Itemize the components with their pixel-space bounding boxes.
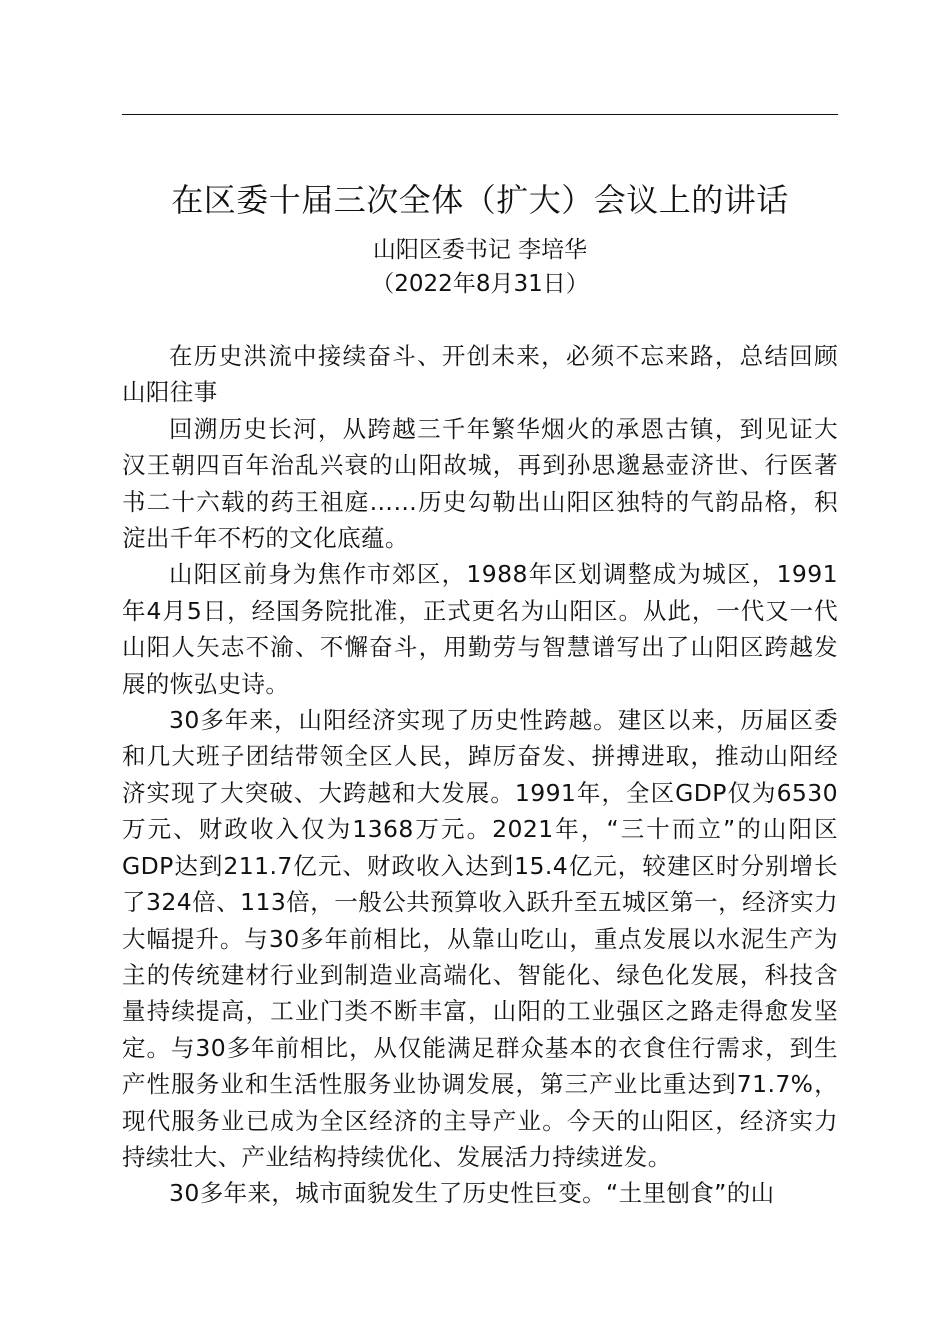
paragraph: 山阳区前身为焦作市郊区，1988年区划调整成为城区，1991年4月5日，经国务院批准，正式更名为山阳区。从此，一代又一代山阳人矢志不渝、不懈奋斗，用勤劳与智慧谱写出了山阳区跨越发展的恢弘史诗。 [122,560,838,698]
header-rule [122,114,838,115]
date-line: （2022年8月31日） [371,271,589,297]
paragraph: 30多年来，城市面貌发生了历史性巨变。“土里刨食”的山 [169,1179,775,1208]
body-text [122,338,838,1212]
author-line: 山阳区委书记 李培华 [372,237,588,263]
document-title: 在区委十届三次全体（扩大）会议上的讲话 [171,181,789,219]
paragraph: 回溯历史长河，从跨越三千年繁华烟火的承恩古镇，到见证大汉王朝四百年治乱兴衰的山阳故城，再到孙思邈悬壶济世、行医著书二十六载的药王祖庭……历史勾勒出山阳区独特的气韵品格，积淀出千年不朽的文化底蕴。 [122,414,838,553]
paragraph: 30多年来，山阳经济实现了历史性跨越。建区以来，历届区委和几大班子团结带领全区人民，踔厉奋发、拼搏进取，推动山阳经济实现了大突破、大跨越和大发展。1991年，全区GDP仅为6530万元、财政收入仅为1368万元。2021年，“三十而立”的山阳区GDP达到211.7亿元、财政收入达到15.4亿元，较建区时分别增长了324倍、113倍，一般公共预算收入跃升至五城区第一，经济实力大幅提升。与30多年前相比，从靠山吃山，重点发展以水泥生产为主的传统建材行业到制造业高端化、智能化、绿色化发展，科技含量持续提高，工业门类不断丰富，山阳的工业强区之路走得愈发坚定。与30多年前相比，从仅能满足群众基本的衣食住行需求，到生产性服务业和生活性服务业协调发展，第三产业比重达到71.7%，现代服务业已成为全区经济的主导产业。今天的山阳区，经济实力持续壮大、产业结构持续优化、发展活力持续迸发。 [122,706,838,1171]
paragraph: 在历史洪流中接续奋斗、开创未来，必须不忘来路，总结回顾山阳往事 [122,342,838,407]
